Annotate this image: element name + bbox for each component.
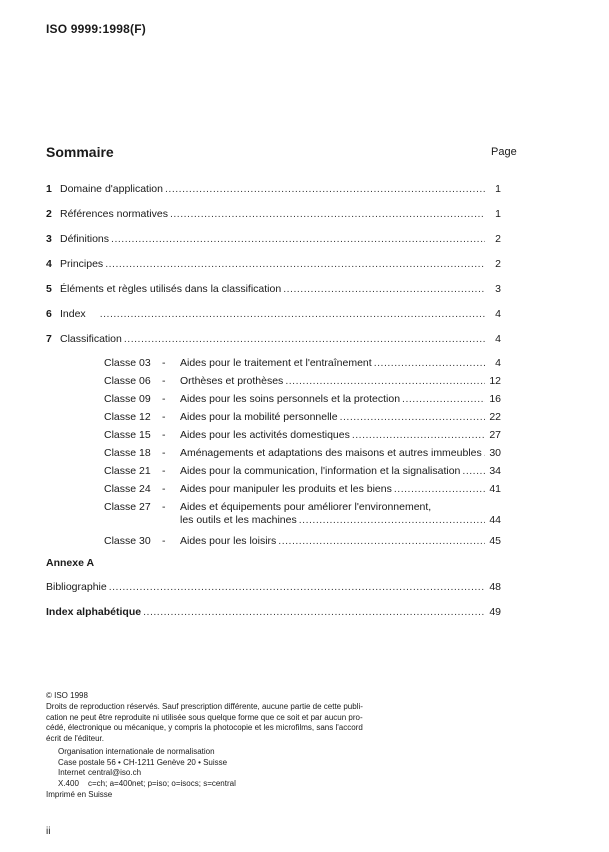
toc-class-entry[interactable]	[104, 501, 501, 514]
class-separator: -	[162, 411, 166, 423]
annexe-heading: Annexe A	[46, 557, 95, 569]
class-page: 22	[489, 411, 501, 423]
toc-class-entry[interactable]	[104, 465, 501, 478]
toc-entry-label: Principes	[60, 258, 104, 270]
toc-entry-page: 1	[495, 208, 501, 220]
toc-entry-label: Définitions	[60, 233, 110, 245]
class-page: 27	[489, 429, 501, 441]
class-page: 12	[489, 375, 501, 387]
toc-entry[interactable]	[46, 333, 501, 346]
class-label: Aides pour le traitement et l'entraînement	[180, 357, 372, 369]
page-column-label: Page	[491, 146, 517, 158]
copyright: © ISO 1998	[46, 691, 88, 700]
class-page: 41	[489, 483, 501, 495]
toc-entry-label: Bibliographie	[46, 581, 107, 593]
dot-leader	[278, 535, 485, 548]
toc-entry-page: 2	[495, 258, 501, 270]
rights-line: Droits de reproduction réservés. Sauf prescription différente, aucune partie de cette publi-	[46, 702, 363, 711]
class-label: Aides pour la communication, l'information et la signalisation	[180, 465, 461, 477]
class-separator: -	[162, 483, 166, 495]
toc-entry-page: 4	[495, 333, 501, 345]
class-label: Aides pour manipuler les produits et les biens	[180, 483, 392, 495]
toc-entry-page: 4	[495, 308, 501, 320]
class-separator: -	[162, 447, 166, 459]
toc-entry-page: 2	[495, 233, 501, 245]
dot-leader	[402, 393, 485, 406]
page-number: ii	[46, 826, 51, 837]
toc-class-entry[interactable]	[104, 535, 501, 548]
class-label: Orthèses et prothèses	[180, 375, 284, 387]
class-label: Aides pour la mobilité personnelle	[180, 411, 338, 423]
toc-entry[interactable]	[46, 283, 501, 296]
toc-entry-label: Références normatives	[60, 208, 168, 220]
class-code: Classe 18	[104, 447, 151, 459]
dot-leader	[352, 429, 485, 442]
toc-entry-number: 2	[46, 208, 52, 220]
toc-class-entry[interactable]	[104, 429, 501, 442]
class-code: Classe 24	[104, 483, 151, 495]
toc-entry-number: 4	[46, 258, 52, 270]
toc-entry-number: 1	[46, 183, 52, 195]
rights-line: écrit de l'éditeur.	[46, 733, 105, 743]
publisher-block	[58, 747, 236, 789]
toc-entry-label: Index	[60, 308, 86, 320]
dot-leader	[340, 411, 485, 424]
internet-label: Internet	[58, 768, 86, 777]
x400-label: X.400	[58, 778, 79, 788]
toc-entry-number: 5	[46, 283, 52, 295]
dot-leader	[374, 357, 485, 370]
dot-leader	[111, 233, 485, 246]
postal-address: Case postale 56 • CH-1211 Genève 20 • Suisse	[58, 757, 228, 767]
toc-entry-label: Domaine d'application	[60, 183, 163, 195]
toc-entry[interactable]	[46, 233, 501, 246]
class-separator: -	[162, 375, 166, 387]
class-page: 45	[489, 535, 501, 547]
toc-entry[interactable]	[46, 308, 501, 321]
dot-leader	[124, 333, 485, 346]
rights-notice	[46, 702, 496, 744]
class-separator: -	[162, 393, 166, 405]
class-separator: -	[162, 465, 166, 477]
x400-line	[58, 779, 236, 790]
class-code: Classe 12	[104, 411, 151, 423]
dot-leader	[283, 283, 485, 296]
rights-line: cédé, électronique ou mécanique, y compris la photocopie et les microfilms, sans l'accord	[46, 723, 363, 732]
class-page: 34	[489, 465, 501, 477]
dot-leader	[299, 514, 485, 527]
toc-index[interactable]	[46, 606, 501, 619]
class-page: 30	[489, 447, 501, 459]
class-separator: -	[162, 429, 166, 441]
toc-entry-label: Index alphabétique	[46, 606, 142, 618]
x400-address: c=ch; a=400net; p=iso; o=isocs; s=central	[88, 778, 236, 788]
dot-leader	[165, 183, 485, 196]
class-code: Classe 30	[104, 535, 151, 547]
class-label: Aides pour les soins personnels et la protection	[180, 393, 401, 405]
toc-entry[interactable]	[46, 183, 501, 196]
toc-class-entry[interactable]	[104, 447, 501, 460]
dot-leader	[462, 465, 485, 478]
toc-entry-label: Classification	[60, 333, 122, 345]
class-label: Aménagements et adaptations des maisons et autres immeubles	[180, 447, 482, 459]
class-separator: -	[162, 535, 166, 547]
dot-leader	[484, 447, 485, 460]
toc-bibliography[interactable]	[46, 581, 501, 594]
toc-entry-label: Éléments et règles utilisés dans la classification	[60, 283, 282, 295]
class-page: 16	[489, 393, 501, 405]
toc-class-entry-continuation	[104, 514, 501, 527]
dot-leader	[394, 483, 485, 496]
printed-in: Imprimé en Suisse	[46, 790, 113, 799]
class-separator: -	[162, 357, 166, 369]
document-id: ISO 9999:1998(F)	[46, 22, 146, 36]
toc-entry[interactable]	[46, 208, 501, 221]
toc-class-entry[interactable]	[104, 357, 501, 370]
class-code: Classe 03	[104, 357, 151, 369]
contents-title: Sommaire	[46, 144, 114, 160]
dot-leader	[285, 375, 485, 388]
class-code: Classe 06	[104, 375, 151, 387]
class-page: 4	[495, 357, 501, 369]
class-label: les outils et les machines	[180, 514, 297, 526]
dot-leader	[109, 581, 485, 594]
class-code: Classe 15	[104, 429, 151, 441]
toc-entry-number: 6	[46, 308, 52, 320]
class-label: Aides pour les activités domestiques	[180, 429, 350, 441]
class-label: Aides et équipements pour améliorer l'environnement,	[180, 501, 432, 513]
internet-address: central@iso.ch	[88, 768, 142, 777]
toc-entry-page: 48	[489, 581, 501, 593]
class-page: 44	[489, 514, 501, 526]
internet-line	[58, 768, 236, 779]
toc-entry-page: 3	[495, 283, 501, 295]
rights-line: cation ne peut être reproduite ni utilisée sous quelque forme que ce soit et par aucun pro-	[46, 712, 363, 722]
toc-entry-page: 1	[495, 183, 501, 195]
dot-leader	[105, 258, 485, 271]
dot-leader	[100, 308, 485, 321]
dot-leader	[143, 606, 485, 619]
toc-class-entry[interactable]	[104, 483, 501, 496]
toc-entry-number: 7	[46, 333, 52, 345]
toc-entry-number: 3	[46, 233, 52, 245]
toc-entry[interactable]	[46, 258, 501, 271]
class-separator: -	[162, 501, 166, 513]
organisation-name: Organisation internationale de normalisation	[58, 747, 215, 756]
dot-leader	[170, 208, 485, 221]
class-label: Aides pour les loisirs	[180, 535, 277, 547]
toc-class-entry[interactable]	[104, 375, 501, 388]
toc-class-entry[interactable]	[104, 411, 501, 424]
toc-entry-page: 49	[489, 606, 501, 618]
class-code: Classe 09	[104, 393, 151, 405]
class-code: Classe 27	[104, 501, 151, 513]
toc-class-entry[interactable]	[104, 393, 501, 406]
class-code: Classe 21	[104, 465, 151, 477]
